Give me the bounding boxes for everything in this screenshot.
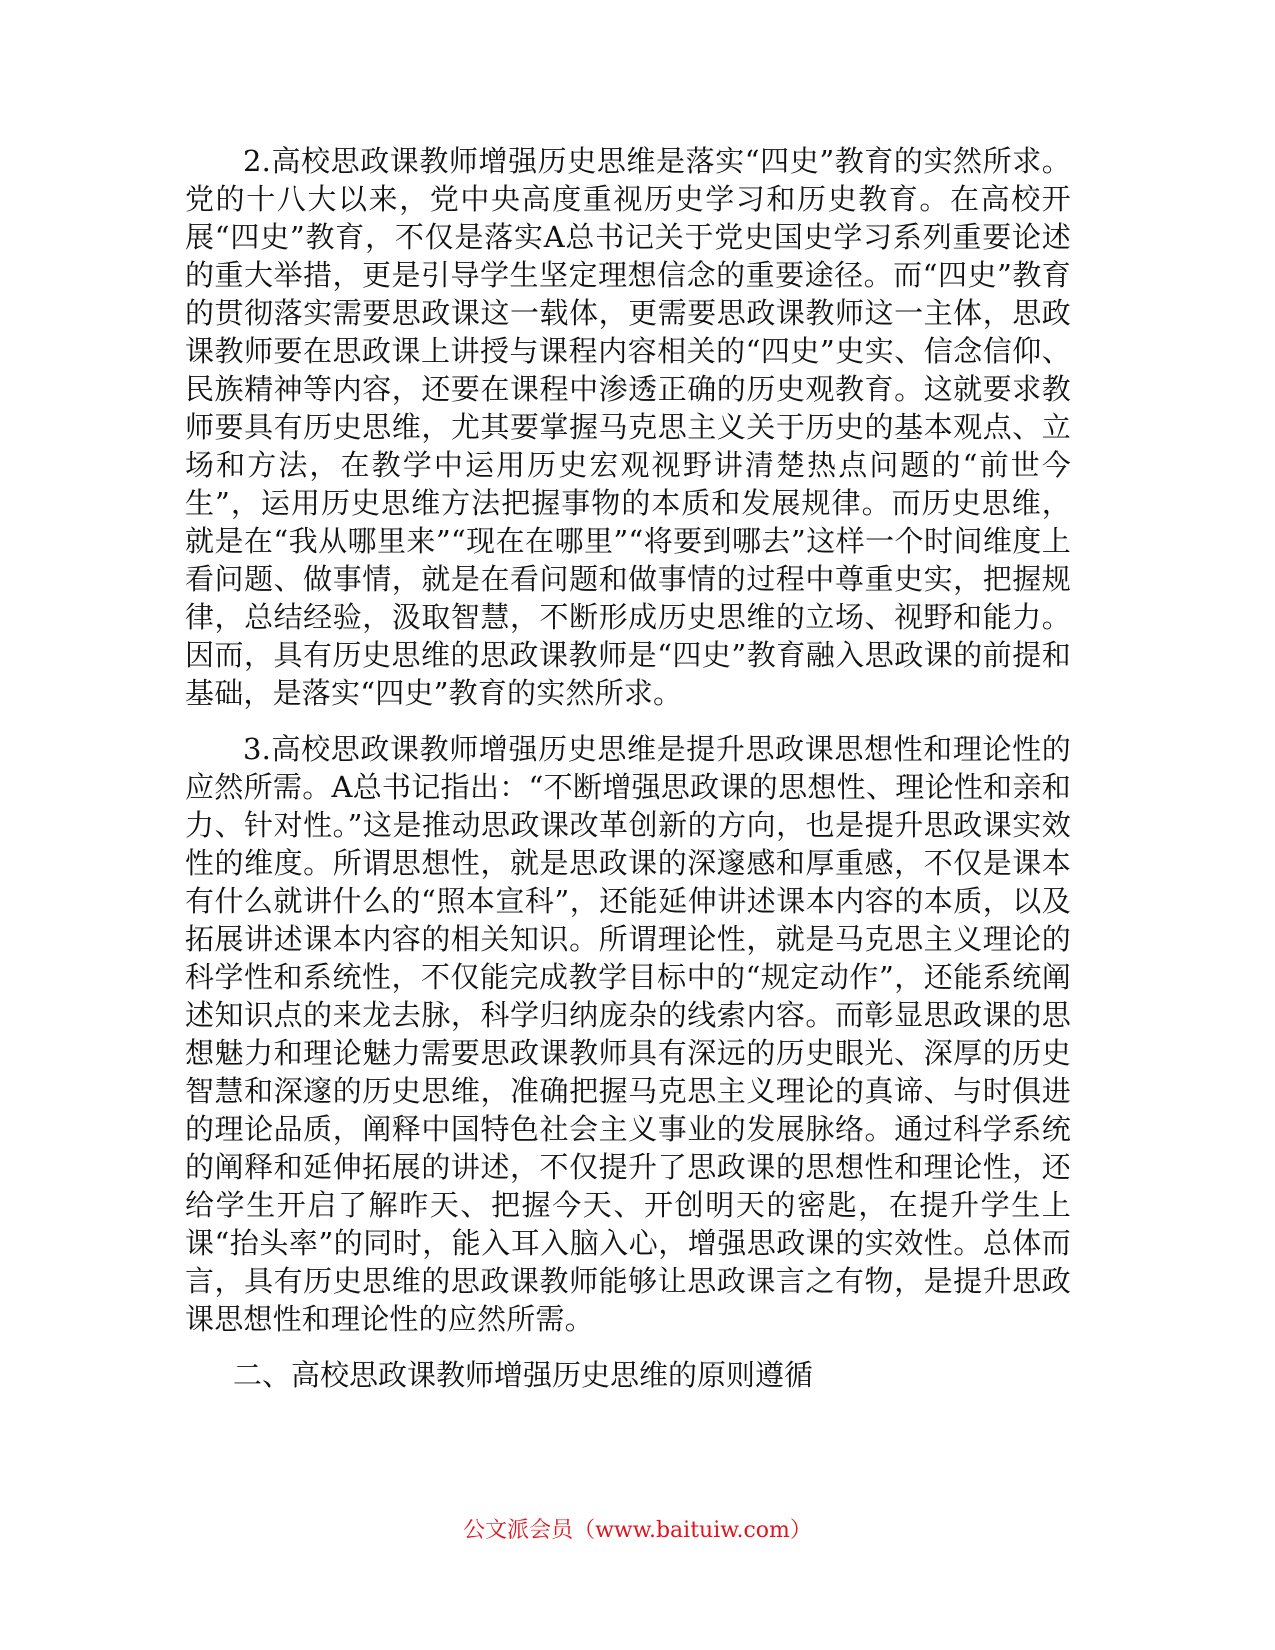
- document-body: [185, 142, 1071, 1394]
- paragraph-3: 3.高校思政课教师增强历史思维是提升思政课思想性和理论性的应然所需。A总书记指出：“不断增强思政课的思想性、理论性和亲和力、针对性。”这是推动思政课改革创新的方向，也是提升思政课实效性的维度。所谓思想性，就是思政课的深邃感和厚重感，不仅是课本有什么就讲什么的“照本宣科”，还能延伸讲述课本内容的本质，以及拓展讲述课本内容的相关知识。所谓理论性，就是马克思主义理论的科学性和系统性，不仅能完成教学目标中的“规定动作”，还能系统阐述知识点的来龙去脉，科学归纳庞杂的线索内容。而彰显思政课的思想魅力和理论魅力需要思政课教师具有深远的历史眼光、深厚的历史智慧和深邃的历史思维，准确把握马克思主义理论的真谛、与时俱进的理论品质，阐释中国特色社会主义事业的发展脉络。通过科学系统的阐释和延伸拓展的讲述，不仅提升了思政课的思想性和理论性，还给学生开启了解昨天、把握今天、开创明天的密匙，在提升学生上课“抬头率”的同时，能入耳入脑入心，增强思政课的实效性。总体而言，具有历史思维的思政课教师能够让思政课言之有物，是提升思政课思想性和理论性的应然所需。: [185, 732, 1071, 1336]
- paragraph-2: 2.高校思政课教师增强历史思维是落实“四史”教育的实然所求。党的十八大以来，党中央高度重视历史学习和历史教育。在高校开展“四史”教育，不仅是落实A总书记关于党史国史学习系列重要论述的重大举措，更是引导学生坚定理想信念的重要途径。而“四史”教育的贯彻落实需要思政课这一载体，更需要思政课教师这一主体，思政课教师要在思政课上讲授与课程内容相关的“四史”史实、信念信仰、民族精神等内容，还要在课程中渗透正确的历史观教育。这就要求教师要具有历史思维，尤其要掌握马克思主义关于历史的基本观点、立场和方法，在教学中运用历史宏观视野讲清楚热点问题的“前世今生”，运用历史思维方法把握事物的本质和发展规律。而历史思维，就是在“我从哪里来”“现在在哪里”“将要到哪去”这样一个时间维度上看问题、做事情，就是在看问题和做事情的过程中尊重史实，把握规律，总结经验，汲取智慧，不断形成历史思维的立场、视野和能力。因而，具有历史思维的思政课教师是“四史”教育融入思政课的前提和基础，是落实“四史”教育的实然所求。: [185, 144, 1071, 710]
- footer-watermark-link[interactable]: 公文派会员（www.baituiw.com）: [463, 1518, 812, 1543]
- section-heading: 二、高校思政课教师增强历史思维的原则遵循: [233, 1358, 814, 1392]
